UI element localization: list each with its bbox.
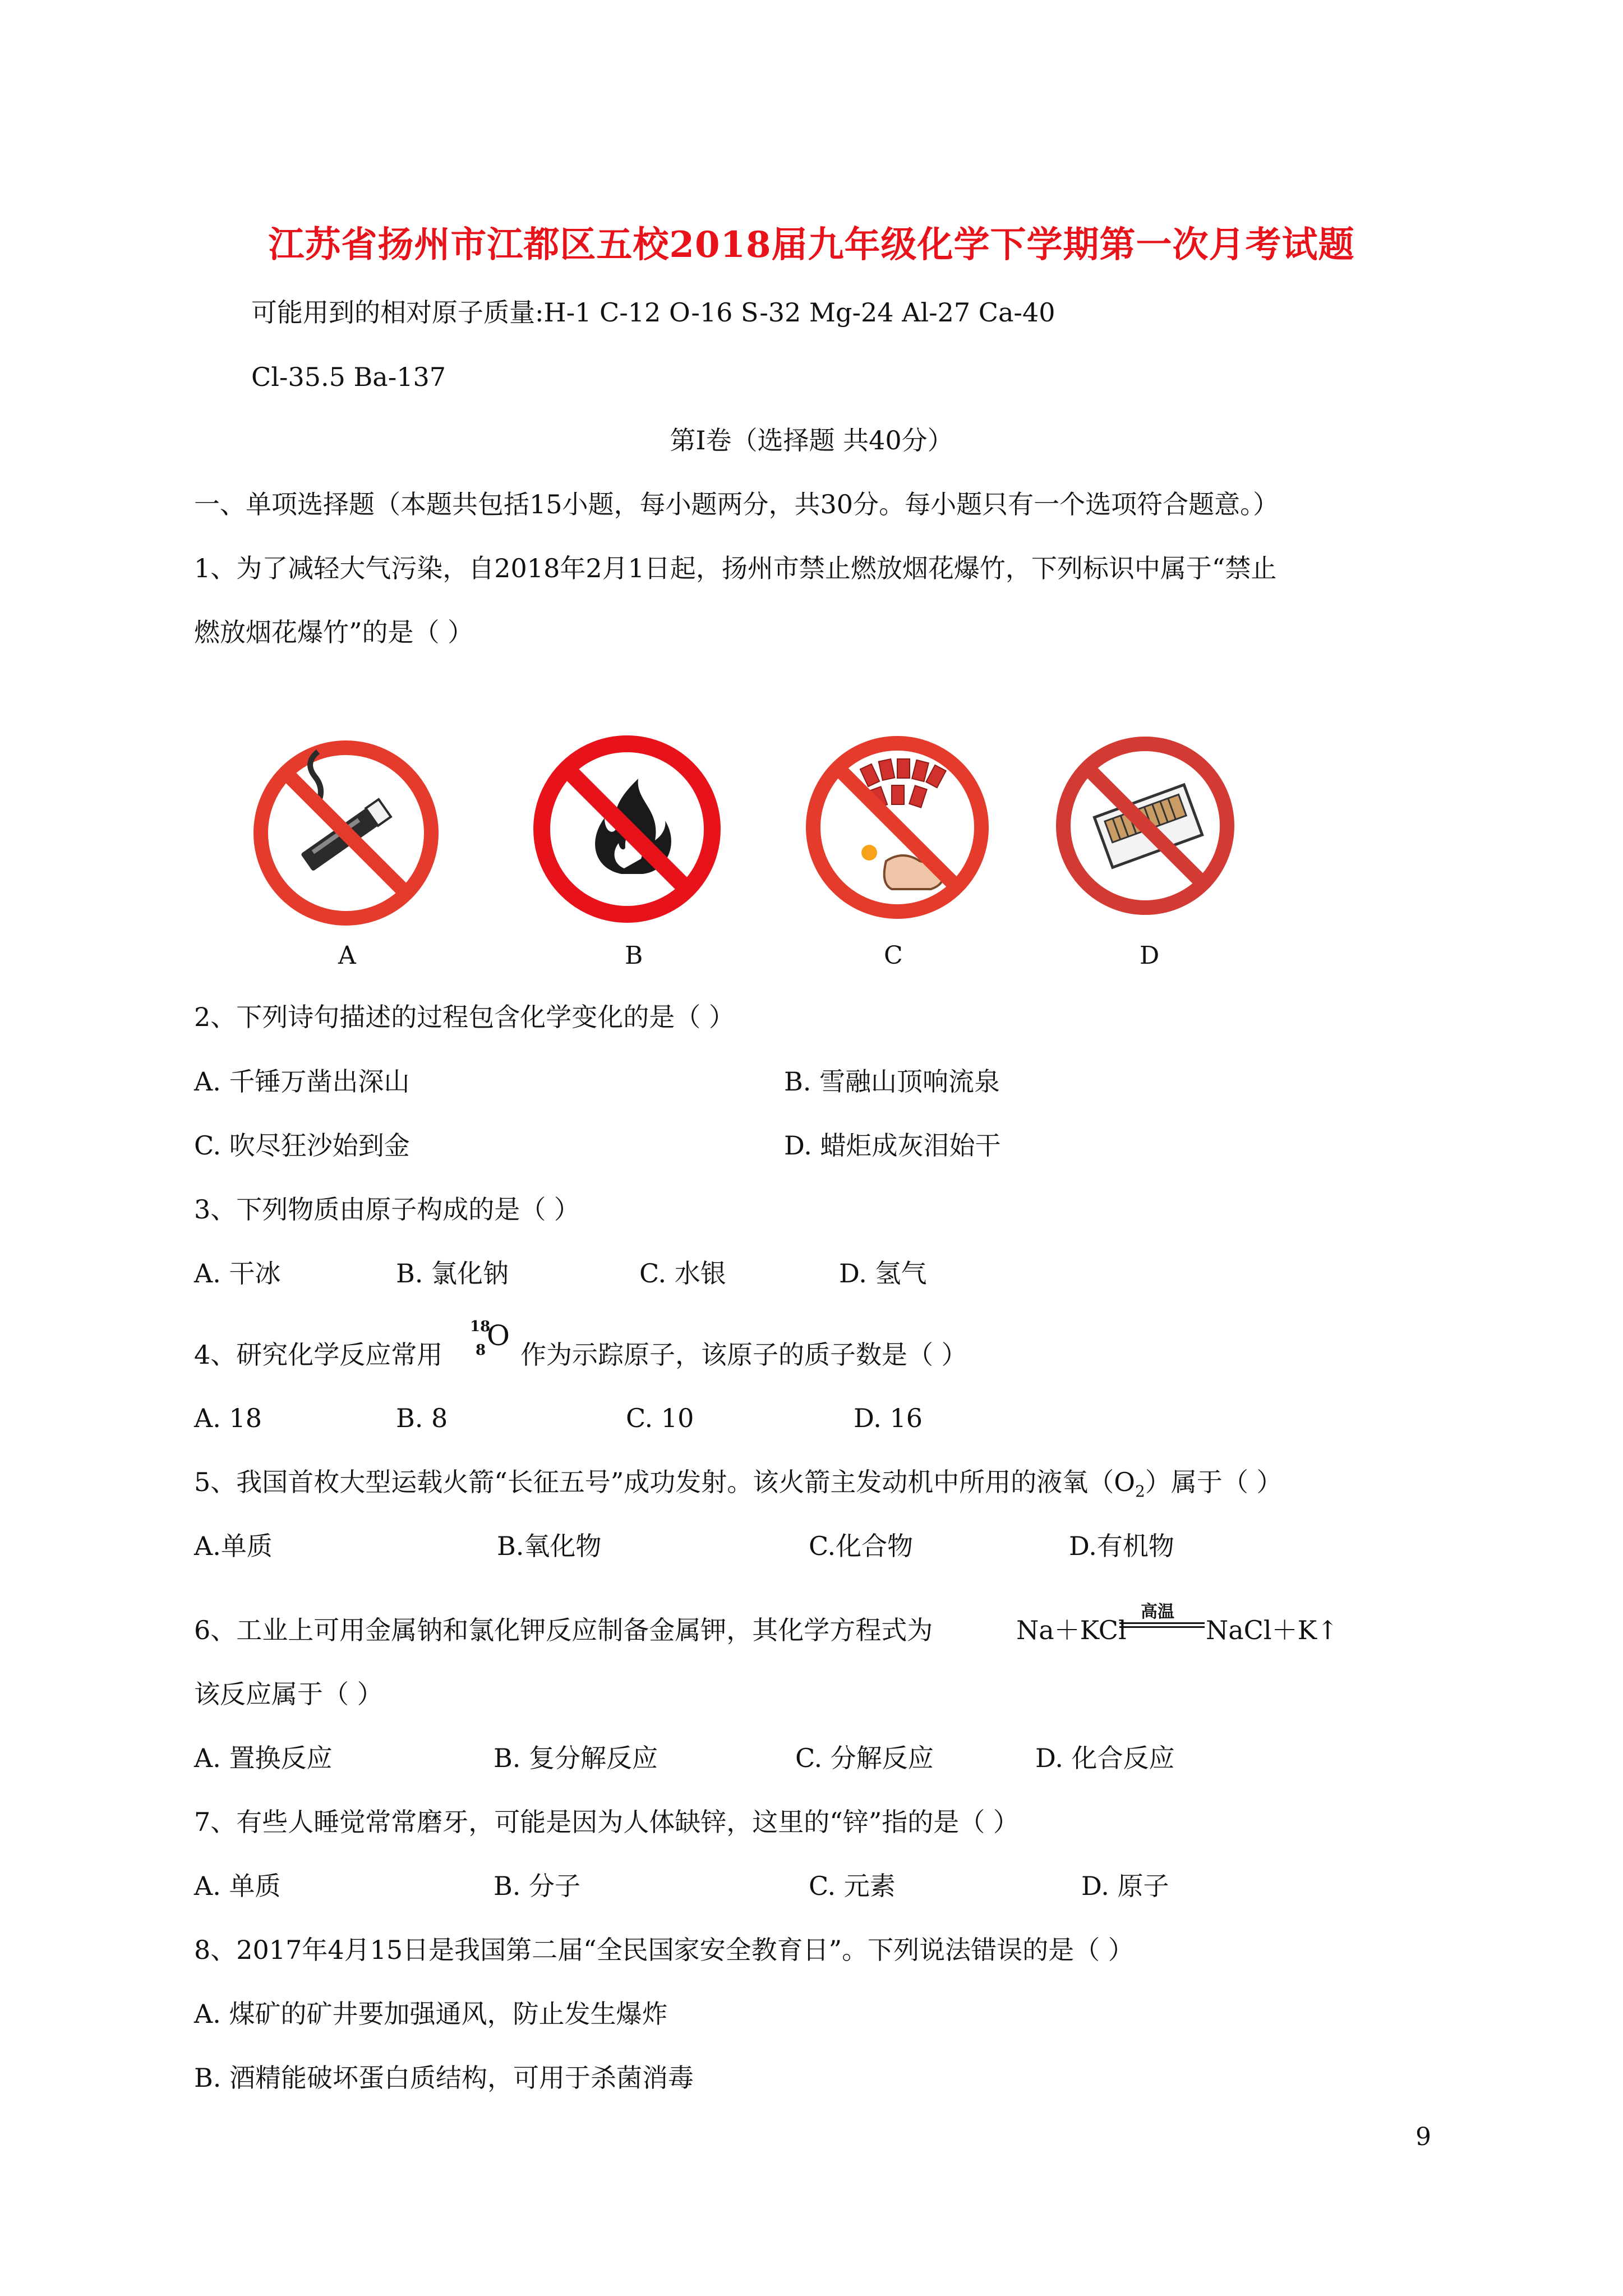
q6-stem-line2: 该反应属于（ ）	[194, 1679, 383, 1709]
q5-option-b: B.氧化物	[497, 1531, 602, 1561]
q4-option-d: D. 16	[854, 1403, 923, 1433]
q5-option-c: C.化合物	[809, 1531, 914, 1561]
q1-stem-line2: 燃放烟花爆竹”的是（ ）	[194, 617, 474, 647]
q5-stem	[194, 1465, 1282, 1508]
atomic-masses-line2: Cl-35.5 Ba-137	[251, 362, 446, 392]
page-number: 9	[1415, 2123, 1431, 2151]
q5-option-a: A.单质	[194, 1531, 273, 1561]
q3-option-b: B. 氯化钠	[396, 1258, 509, 1289]
q3-option-a: A. 干冰	[194, 1258, 281, 1289]
q3-stem: 3、下列物质由原子构成的是（ ）	[194, 1194, 580, 1225]
section-title: 第Ⅰ卷（选择题 共40分）	[670, 425, 953, 455]
no-open-flame-icon	[532, 734, 722, 924]
q8-option-a: A. 煤矿的矿井要加强通风，防止发生爆炸	[194, 1999, 668, 2029]
q4-atomic-number: 8	[476, 1342, 486, 1359]
q4-option-c: C. 10	[626, 1403, 694, 1433]
part-one-heading: 一、单项选择题（本题共包括15小题，每小题两分，共30分。每小题只有一个选项符合题意。）	[194, 489, 1279, 519]
q2-option-c: C. 吹尽狂沙始到金	[194, 1130, 410, 1161]
q8-stem: 8、2017年4月15日是我国第二届“全民国家安全教育日”。下列说法错误的是（ ）	[194, 1935, 1134, 1965]
q1-option-c: C	[884, 941, 903, 970]
q5-subscript: 2	[1135, 1482, 1145, 1501]
q1-option-d: D	[1140, 941, 1160, 970]
q6-products: NaCl＋K↑	[1206, 1615, 1339, 1645]
q1-stem-line1: 1、为了减轻大气污染，自2018年2月1日起，扬州市禁止燃放烟花爆竹，下列标识中属于“禁止	[194, 553, 1277, 583]
q7-option-d: D. 原子	[1081, 1871, 1169, 1901]
q1-option-b: B	[625, 941, 643, 970]
q2-stem: 2、下列诗句描述的过程包含化学变化的是（ ）	[194, 1002, 735, 1032]
q4-option-b: B. 8	[396, 1403, 448, 1433]
q3-option-d: D. 氢气	[839, 1258, 927, 1289]
q6-stem: 6、工业上可用金属钠和氯化钾反应制备金属钾，其化学方程式为	[194, 1615, 933, 1645]
no-fireworks-icon	[802, 732, 993, 923]
no-smoking-icon	[253, 740, 439, 926]
no-matches-icon	[1055, 736, 1235, 915]
q2-option-a: A. 千锤万凿出深山	[194, 1066, 410, 1097]
q6-option-d: D. 化合反应	[1035, 1743, 1175, 1773]
q6-condition: 高温	[1141, 1602, 1174, 1622]
atomic-masses-line1: 可能用到的相对原子质量:H-1 C-12 O-16 S-32 Mg-24 Al-27 Ca-40	[251, 297, 1055, 328]
q6-option-b: B. 复分解反应	[494, 1743, 658, 1773]
equation-equals-sign	[1119, 1622, 1205, 1628]
q5-stem-main: 5、我国首枚大型运载火箭“长征五号”成功发射。该火箭主发动机中所用的液氧（O	[194, 1467, 1136, 1497]
q4-stem-prefix: 4、研究化学反应常用	[194, 1340, 443, 1370]
q7-stem: 7、有些人睡觉常常磨牙，可能是因为人体缺锌，这里的“锌”指的是（ ）	[194, 1807, 1019, 1837]
q4-stem-suffix: 作为示踪原子，该原子的质子数是（ ）	[520, 1340, 967, 1370]
q7-option-a: A. 单质	[194, 1871, 281, 1901]
q2-option-d: D. 蜡炬成灰泪始干	[784, 1130, 1001, 1161]
q6-option-c: C. 分解反应	[795, 1743, 934, 1773]
q5-stem-end: ）属于（ ）	[1145, 1467, 1283, 1497]
q7-option-c: C. 元素	[809, 1871, 896, 1901]
q4-element-symbol: O	[487, 1319, 510, 1352]
q6-reactants: Na＋KCl	[1016, 1615, 1127, 1645]
q4-option-a: A. 18	[194, 1403, 262, 1433]
q8-option-b: B. 酒精能破坏蛋白质结构，可用于杀菌消毒	[194, 2063, 694, 2093]
q5-option-d: D.有机物	[1069, 1531, 1174, 1561]
q4-mass-number: 18	[470, 1318, 491, 1335]
q1-option-a: A	[338, 941, 356, 970]
q2-option-b: B. 雪融山顶响流泉	[784, 1066, 1000, 1097]
q3-option-c: C. 水银	[639, 1258, 726, 1289]
q7-option-b: B. 分子	[494, 1871, 581, 1901]
page-title: 江苏省扬州市江都区五校2018届九年级化学下学期第一次月考试题	[268, 224, 1355, 266]
q6-option-a: A. 置换反应	[194, 1743, 333, 1773]
